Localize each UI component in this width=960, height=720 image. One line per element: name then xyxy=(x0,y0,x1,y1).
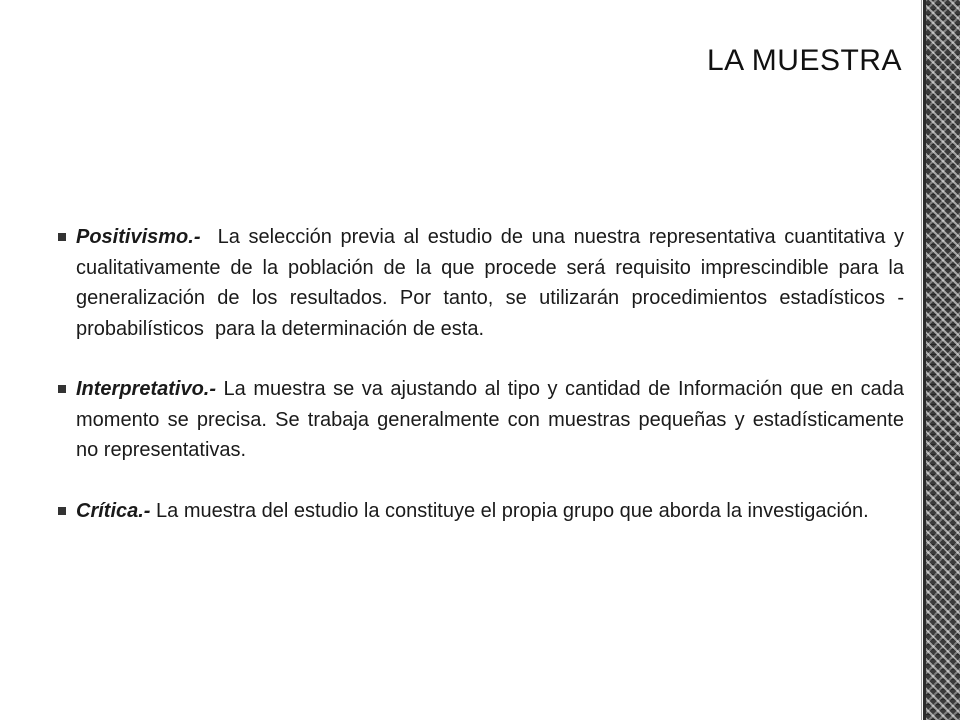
bullet-term: Positivismo.- xyxy=(76,226,201,248)
bullet-text: La muestra del estudio la constituye el propia grupo que aborda la investigación. xyxy=(150,499,869,522)
bullet-critica xyxy=(56,496,904,527)
bullet-positivismo xyxy=(56,222,910,344)
bullet-interpretativo xyxy=(56,374,910,466)
bullet-text: La selección previa al estudio de una nuestra representativa cuantitativa y cualitativamente de la población de la que procede será requisito imprescindible para la generalización de los resultados. Por tanto, se utilizarán procedimientos estadísticos - probabilísticos para la determinación de esta. xyxy=(76,226,910,340)
square-bullet-icon xyxy=(58,507,66,515)
square-bullet-icon xyxy=(58,233,66,241)
bullet-term: Crítica.- xyxy=(76,499,151,522)
square-bullet-icon xyxy=(58,385,66,393)
slide-title: LA MUESTRA xyxy=(706,44,902,77)
bullet-term: Interpretativo.- xyxy=(76,378,217,400)
bullet-text: La muestra se va ajustando al tipo y cantidad de Información que en cada momento se precisa. Se trabaja generalmente con muestras pequeñas y estadísticamente no representativas. xyxy=(76,378,910,461)
bullet-list xyxy=(56,222,910,556)
border-divider-line xyxy=(921,0,922,720)
decorative-side-border xyxy=(926,0,960,720)
